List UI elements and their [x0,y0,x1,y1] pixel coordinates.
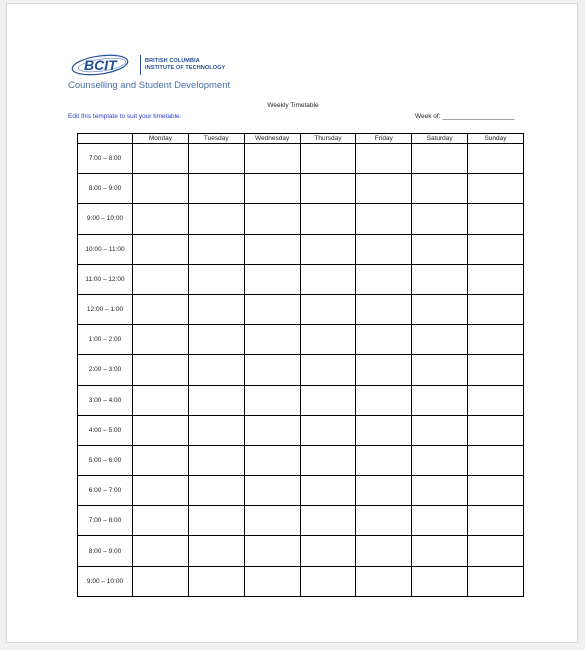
timetable-cell-thursday[interactable] [300,144,356,174]
timetable-cell-tuesday[interactable] [188,234,244,264]
timetable-cell-monday[interactable] [133,174,189,204]
timetable-cell-wednesday[interactable] [244,506,300,536]
timetable-cell-wednesday[interactable] [244,204,300,234]
table-row [78,536,524,566]
timetable-cell-monday[interactable] [133,445,189,475]
table-row [78,445,524,475]
timetable-cell-monday[interactable] [133,355,189,385]
timetable-cell-thursday[interactable] [300,355,356,385]
timetable-cell-sunday[interactable] [468,415,524,445]
timetable-cell-thursday[interactable] [300,264,356,294]
timetable-cell-sunday[interactable] [468,234,524,264]
timetable-cell-tuesday[interactable] [188,144,244,174]
timetable-cell-sunday[interactable] [468,264,524,294]
timetable-cell-friday[interactable] [356,204,412,234]
time-slot-label: 8:00 – 9:00 [78,174,133,204]
timetable-cell-friday[interactable] [356,566,412,596]
table-row [78,325,524,355]
timetable-cell-sunday[interactable] [468,445,524,475]
timetable-cell-wednesday[interactable] [244,415,300,445]
timetable-cell-monday[interactable] [133,415,189,445]
timetable-cell-saturday[interactable] [412,234,468,264]
timetable-cell-thursday[interactable] [300,385,356,415]
timetable-cell-tuesday[interactable] [188,174,244,204]
header-row [78,134,524,144]
timetable-cell-friday[interactable] [356,506,412,536]
timetable-cell-tuesday[interactable] [188,536,244,566]
timetable-cell-friday[interactable] [356,325,412,355]
timetable-cell-tuesday[interactable] [188,264,244,294]
timetable-cell-thursday[interactable] [300,234,356,264]
time-slot-label: 1:00 – 2:00 [78,325,133,355]
instructions-text: Edit this template to suit your timetable. [68,113,182,120]
timetable-cell-thursday[interactable] [300,415,356,445]
timetable-cell-sunday[interactable] [468,144,524,174]
timetable-cell-wednesday[interactable] [244,476,300,506]
timetable-cell-wednesday[interactable] [244,325,300,355]
table-row [78,264,524,294]
timetable-cell-tuesday[interactable] [188,355,244,385]
timetable-cell-tuesday[interactable] [188,566,244,596]
timetable-cell-friday[interactable] [356,445,412,475]
timetable-cell-monday[interactable] [133,506,189,536]
timetable-cell-wednesday[interactable] [244,294,300,324]
table-row [78,204,524,234]
table-row [78,415,524,445]
logo-institution-name [145,58,225,72]
weekly-timetable [77,133,524,597]
time-slot-label: 3:00 – 4:00 [78,385,133,415]
timetable-cell-tuesday[interactable] [188,385,244,415]
timetable-cell-saturday[interactable] [412,506,468,536]
timetable-cell-sunday[interactable] [468,385,524,415]
timetable-cell-tuesday[interactable] [188,294,244,324]
table-row [78,234,524,264]
timetable-cell-friday[interactable] [356,476,412,506]
timetable-cell-wednesday[interactable] [244,445,300,475]
timetable-cell-tuesday[interactable] [188,476,244,506]
timetable-cell-thursday[interactable] [300,294,356,324]
timetable-cell-friday[interactable] [356,536,412,566]
corner-cell [78,134,133,144]
day-header-wednesday: Wednesday [244,134,300,144]
timetable-cell-thursday[interactable] [300,204,356,234]
timetable-cell-saturday[interactable] [412,385,468,415]
timetable-cell-friday[interactable] [356,144,412,174]
table-row [78,566,524,596]
timetable-cell-sunday[interactable] [468,566,524,596]
timetable-cell-monday[interactable] [133,264,189,294]
timetable-cell-sunday[interactable] [468,355,524,385]
timetable-cell-monday[interactable] [133,325,189,355]
timetable-cell-sunday[interactable] [468,294,524,324]
week-of-field[interactable]: Week of: ____________________ [415,113,515,120]
table-row [78,385,524,415]
bcit-logo [70,53,225,77]
timetable-cell-saturday[interactable] [412,264,468,294]
time-slot-label: 7:00 – 8:00 [78,506,133,536]
timetable-cell-saturday[interactable] [412,204,468,234]
timetable-cell-monday[interactable] [133,566,189,596]
timetable-cell-wednesday[interactable] [244,536,300,566]
timetable-cell-thursday[interactable] [300,566,356,596]
time-slot-label: 4:00 – 5:00 [78,415,133,445]
timetable-cell-monday[interactable] [133,385,189,415]
timetable-cell-tuesday[interactable] [188,506,244,536]
timetable-cell-sunday[interactable] [468,204,524,234]
time-slot-label: 6:00 – 7:00 [78,476,133,506]
timetable-cell-thursday[interactable] [300,506,356,536]
timetable-cell-monday[interactable] [133,294,189,324]
day-header-sunday: Sunday [468,134,524,144]
timetable-cell-friday[interactable] [356,385,412,415]
timetable-cell-sunday[interactable] [468,476,524,506]
time-slot-label: 8:00 – 9:00 [78,536,133,566]
timetable-cell-friday[interactable] [356,355,412,385]
timetable-cell-tuesday[interactable] [188,415,244,445]
timetable-cell-sunday[interactable] [468,536,524,566]
timetable-cell-saturday[interactable] [412,294,468,324]
table-row [78,144,524,174]
timetable-cell-saturday[interactable] [412,144,468,174]
timetable-cell-thursday[interactable] [300,476,356,506]
logo-wordmark: BCIT [84,57,117,73]
day-header-tuesday: Tuesday [188,134,244,144]
timetable-cell-monday[interactable] [133,144,189,174]
time-slot-label: 10:00 – 11:00 [78,234,133,264]
timetable-cell-sunday[interactable] [468,506,524,536]
time-slot-label: 9:00 – 10:00 [78,566,133,596]
logo-divider [140,55,141,75]
table-row [78,355,524,385]
day-header-friday: Friday [356,134,412,144]
timetable-cell-sunday[interactable] [468,325,524,355]
timetable-cell-monday[interactable] [133,204,189,234]
timetable-cell-saturday[interactable] [412,174,468,204]
timetable-cell-tuesday[interactable] [188,325,244,355]
timetable-cell-thursday[interactable] [300,536,356,566]
day-header-thursday: Thursday [300,134,356,144]
timetable-cell-saturday[interactable] [412,536,468,566]
timetable-cell-thursday[interactable] [300,445,356,475]
timetable-cell-friday[interactable] [356,174,412,204]
timetable-cell-wednesday[interactable] [244,234,300,264]
timetable-cell-wednesday[interactable] [244,385,300,415]
timetable-cell-monday[interactable] [133,536,189,566]
table-row [78,506,524,536]
time-slot-label: 9:00 – 10:00 [78,204,133,234]
timetable-cell-monday[interactable] [133,234,189,264]
logo-text-line-1: BRITISH COLUMBIA [145,58,200,64]
time-slot-label: 12:00 – 1:00 [78,294,133,324]
logo-text-line-2: INSTITUTE OF TECHNOLOGY [145,65,226,71]
timetable-cell-wednesday[interactable] [244,566,300,596]
timetable-cell-saturday[interactable] [412,445,468,475]
day-header-monday: Monday [133,134,189,144]
timetable-cell-friday[interactable] [356,294,412,324]
timetable-cell-sunday[interactable] [468,174,524,204]
timetable-cell-saturday[interactable] [412,355,468,385]
timetable-cell-saturday[interactable] [412,566,468,596]
time-slot-label: 2:00 – 3:00 [78,355,133,385]
table-row [78,294,524,324]
table-row [78,476,524,506]
timetable-cell-saturday[interactable] [412,415,468,445]
timetable-cell-wednesday[interactable] [244,355,300,385]
timetable-cell-saturday[interactable] [412,476,468,506]
document-title: Weekly Timetable [267,102,319,109]
timetable-cell-wednesday[interactable] [244,174,300,204]
document-page [6,3,578,643]
timetable-cell-thursday[interactable] [300,174,356,204]
timetable-cell-wednesday[interactable] [244,264,300,294]
time-slot-label: 7:00 – 8:00 [78,144,133,174]
timetable-cell-monday[interactable] [133,476,189,506]
timetable-cell-tuesday[interactable] [188,204,244,234]
timetable-cell-wednesday[interactable] [244,144,300,174]
table-row [78,174,524,204]
time-slot-label: 11:00 – 12:00 [78,264,133,294]
time-slot-label: 5:00 – 6:00 [78,445,133,475]
day-header-saturday: Saturday [412,134,468,144]
timetable-cell-friday[interactable] [356,264,412,294]
timetable-cell-friday[interactable] [356,234,412,264]
timetable-cell-tuesday[interactable] [188,445,244,475]
department-title: Counselling and Student Development [68,80,231,91]
timetable-cell-friday[interactable] [356,415,412,445]
timetable-cell-saturday[interactable] [412,325,468,355]
timetable-cell-thursday[interactable] [300,325,356,355]
bcit-logo-icon [70,53,136,77]
